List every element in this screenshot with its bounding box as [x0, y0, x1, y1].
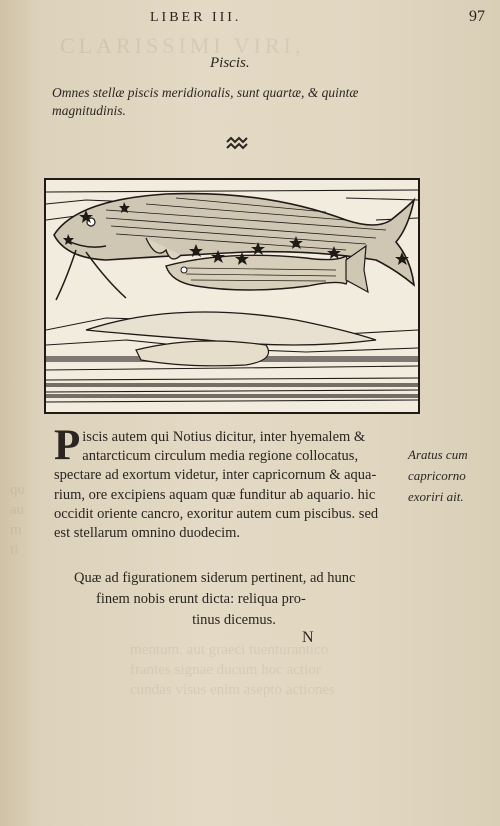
- body-line: rium, ore excipiens aquam quæ funditur ab aquario. hic: [54, 486, 376, 503]
- body-paragraph: [54, 422, 404, 543]
- body-line: antarcticum circulum media regione collocatus,: [82, 448, 359, 465]
- bleed-through-text: qu au m ti: [10, 482, 25, 558]
- closing-line: tinus dicemus.: [192, 612, 276, 628]
- section-intro: Omnes stellæ piscis meridionalis, sunt quartæ, & quintæ magnitudinis.: [52, 85, 359, 118]
- body-line: iscis autem qui Notius dicitur, inter hyemalem &: [82, 429, 366, 445]
- body-line: occidit oriente cancro, exoritur autem cum piscibus. sed: [54, 505, 379, 522]
- margin-line: Aratus cum: [408, 447, 468, 462]
- margin-line: exoriri ait.: [408, 489, 464, 504]
- aquarius-sign-icon: [226, 136, 248, 150]
- marginal-note: [408, 444, 498, 507]
- drop-cap: P: [54, 422, 81, 469]
- bleed-through-heading: CLARISSIMI VIRI,: [60, 33, 305, 58]
- margin-line: capricorno: [408, 468, 466, 483]
- page-number: 97: [469, 8, 485, 25]
- running-header: LIBER III.: [150, 10, 242, 25]
- section-title: Piscis.: [210, 55, 250, 71]
- closing-line: finem nobis erunt dicta: reliqua pro-: [96, 591, 306, 607]
- body-line: spectare ad exortum videtur, inter capricornum & aqua-: [54, 467, 377, 484]
- piscis-woodcut: [44, 178, 420, 414]
- bleed-through-text-lower: mentum. aut graeci tuenturantico frantes signae ducum hoc actior cundas visus enim asepto actiones: [130, 642, 335, 698]
- signature-mark: N: [302, 629, 314, 646]
- closing-paragraph: [74, 568, 394, 631]
- closing-line: Quæ ad figurationem siderum pertinent, ad hunc: [74, 570, 356, 586]
- body-line: est stellarum omnino duodecim.: [54, 525, 241, 542]
